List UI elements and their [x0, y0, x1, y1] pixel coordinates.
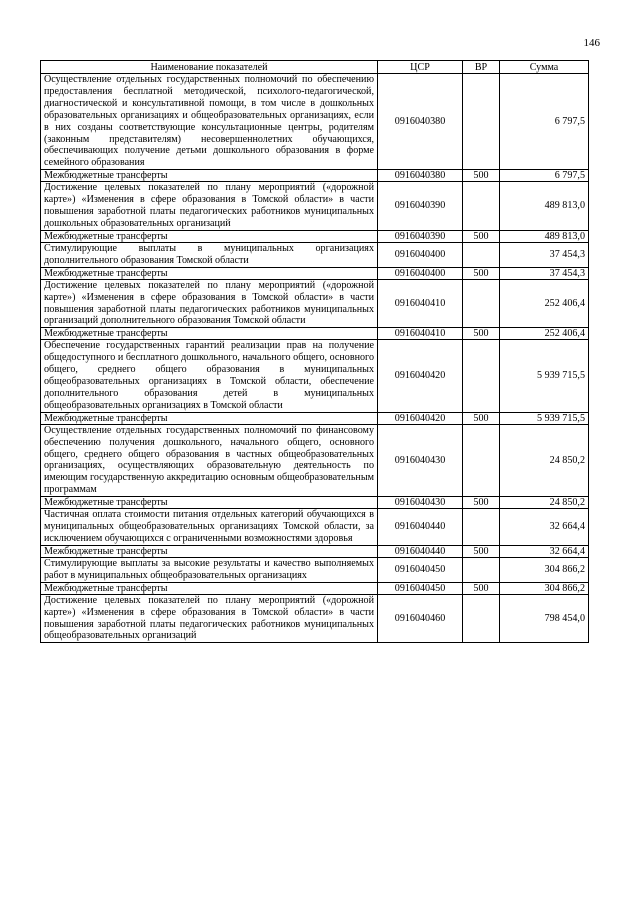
table-body [41, 74, 589, 643]
cell-csr: 0916040400 [378, 242, 463, 267]
cell-name: Достижение целевых показателей по плану мероприятий («дорожной карте») «Изменения в сфере образования в Томской области» в части повышения заработной платы педагогических работников муниципальных общеобразовательных организаций [41, 594, 378, 643]
cell-sum: 6 797,5 [500, 74, 589, 170]
cell-vr: 500 [463, 328, 500, 340]
cell-sum: 252 406,4 [500, 279, 589, 328]
table-row [41, 242, 589, 267]
cell-sum: 5 939 715,5 [500, 340, 589, 412]
cell-csr: 0916040450 [378, 582, 463, 594]
cell-csr: 0916040410 [378, 328, 463, 340]
cell-vr [463, 509, 500, 546]
table-row [41, 267, 589, 279]
cell-vr: 500 [463, 230, 500, 242]
cell-sum: 32 664,4 [500, 509, 589, 546]
cell-vr: 500 [463, 267, 500, 279]
cell-sum: 24 850,2 [500, 424, 589, 496]
cell-csr: 0916040410 [378, 279, 463, 328]
table-row [41, 509, 589, 546]
cell-csr: 0916040390 [378, 182, 463, 231]
cell-csr: 0916040450 [378, 557, 463, 582]
cell-csr: 0916040440 [378, 545, 463, 557]
column-header-csr: ЦСР [378, 61, 463, 74]
cell-name: Межбюджетные трансферты [41, 412, 378, 424]
cell-csr: 0916040420 [378, 340, 463, 412]
budget-table [40, 60, 589, 643]
cell-name: Осуществление отдельных государственных полномочий по финансовому обеспечению получения дошкольного, начального общего, основного общего, среднего общего образования в частных общеобразовательных организациях, осуществляющих образовательную деятельность по имеющим государственную аккредитацию основным общеобразовательным программам [41, 424, 378, 496]
table-row [41, 582, 589, 594]
column-header-vr: ВР [463, 61, 500, 74]
table-row [41, 328, 589, 340]
cell-sum: 489 813,0 [500, 182, 589, 231]
cell-name: Межбюджетные трансферты [41, 230, 378, 242]
cell-vr [463, 279, 500, 328]
cell-csr: 0916040460 [378, 594, 463, 643]
cell-name: Межбюджетные трансферты [41, 497, 378, 509]
cell-sum: 6 797,5 [500, 170, 589, 182]
cell-vr: 500 [463, 545, 500, 557]
cell-name: Достижение целевых показателей по плану мероприятий («дорожной карте») «Изменения в сфере образования в Томской области» в части повышения заработной платы педагогических работников муниципальных организаций дополнительного образования Томской области [41, 279, 378, 328]
cell-vr [463, 424, 500, 496]
table-row [41, 340, 589, 412]
cell-sum: 304 866,2 [500, 557, 589, 582]
table-row [41, 424, 589, 496]
cell-vr: 500 [463, 497, 500, 509]
cell-sum: 37 454,3 [500, 267, 589, 279]
cell-name: Осуществление отдельных государственных полномочий по обеспечению предоставления бесплатной методической, психолого-педагогической, диагностической и консультативной помощи, в том числе в дошкольных образовательных организациях и общеобразовательных организациях, если в них созданы соответствующие консультационные центры, родителям (законным представителям) несовершеннолетних обучающихся, обеспечивающих получение детьми дошкольного образования в форме семейного образования [41, 74, 378, 170]
cell-csr: 0916040380 [378, 74, 463, 170]
cell-csr: 0916040440 [378, 509, 463, 546]
cell-csr: 0916040390 [378, 230, 463, 242]
cell-sum: 252 406,4 [500, 328, 589, 340]
cell-name: Стимулирующие выплаты за высокие результаты и качество выполняемых работ в муниципальных общеобразовательных организациях [41, 557, 378, 582]
table-row [41, 279, 589, 328]
table-row [41, 497, 589, 509]
cell-vr [463, 182, 500, 231]
table-row [41, 594, 589, 643]
cell-name: Межбюджетные трансферты [41, 170, 378, 182]
cell-sum: 304 866,2 [500, 582, 589, 594]
cell-vr [463, 340, 500, 412]
table-row [41, 412, 589, 424]
cell-vr: 500 [463, 412, 500, 424]
cell-csr: 0916040420 [378, 412, 463, 424]
cell-vr [463, 557, 500, 582]
cell-name: Частичная оплата стоимости питания отдельных категорий обучающихся в муниципальных общеобразовательных организациях Томской области, за исключением обучающихся с ограниченными возможностями здоровья [41, 509, 378, 546]
cell-vr [463, 242, 500, 267]
table-row [41, 557, 589, 582]
cell-vr: 500 [463, 170, 500, 182]
cell-csr: 0916040400 [378, 267, 463, 279]
cell-csr: 0916040430 [378, 497, 463, 509]
cell-csr: 0916040430 [378, 424, 463, 496]
cell-sum: 24 850,2 [500, 497, 589, 509]
cell-vr [463, 594, 500, 643]
table-row [41, 170, 589, 182]
table-row [41, 545, 589, 557]
cell-sum: 489 813,0 [500, 230, 589, 242]
table-row [41, 182, 589, 231]
column-header-sum: Сумма [500, 61, 589, 74]
table-row [41, 230, 589, 242]
table-header-row [41, 61, 589, 74]
cell-name: Межбюджетные трансферты [41, 545, 378, 557]
column-header-name: Наименование показателей [41, 61, 378, 74]
page-number: 146 [583, 37, 600, 49]
cell-sum: 37 454,3 [500, 242, 589, 267]
cell-vr [463, 74, 500, 170]
cell-sum: 5 939 715,5 [500, 412, 589, 424]
cell-name: Межбюджетные трансферты [41, 267, 378, 279]
cell-name: Межбюджетные трансферты [41, 328, 378, 340]
cell-name: Стимулирующие выплаты в муниципальных организациях дополнительного образования Томской области [41, 242, 378, 267]
cell-vr: 500 [463, 582, 500, 594]
cell-name: Достижение целевых показателей по плану мероприятий («дорожной карте») «Изменения в сфере образования в Томской области» в части повышения заработной платы педагогических работников муниципальных дошкольных образовательных организаций [41, 182, 378, 231]
cell-sum: 32 664,4 [500, 545, 589, 557]
cell-name: Межбюджетные трансферты [41, 582, 378, 594]
cell-csr: 0916040380 [378, 170, 463, 182]
cell-name: Обеспечение государственных гарантий реализации прав на получение общедоступного и бесплатного дошкольного, начального общего, основного общего, среднего общего образования в муниципальных общеобразовательных организациях в Томской области, обеспечение дополнительного образования детей в муниципальных общеобразовательных организациях в Томской области [41, 340, 378, 412]
table-row [41, 74, 589, 170]
cell-sum: 798 454,0 [500, 594, 589, 643]
